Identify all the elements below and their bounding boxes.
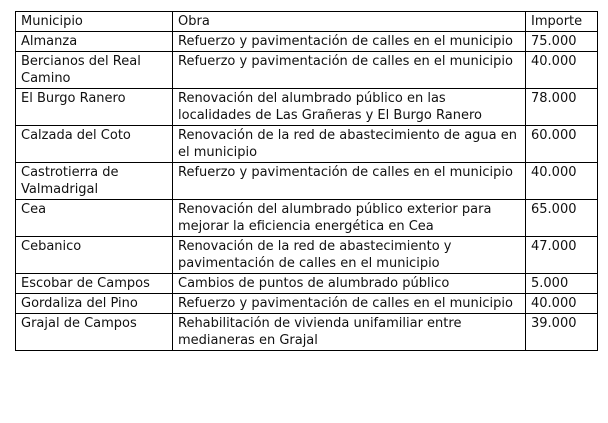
cell-municipio: Almanza [16,32,173,52]
cell-obra: Refuerzo y pavimentación de calles en el municipio [173,52,526,89]
cell-importe: 5.000 [526,274,598,294]
table-row [16,126,598,163]
cell-importe: 40.000 [526,52,598,89]
cell-importe: 39.000 [526,314,598,351]
cell-importe: 40.000 [526,294,598,314]
cell-obra: Renovación de la red de abastecimiento de agua en el municipio [173,126,526,163]
cell-obra: Renovación del alumbrado público exterior para mejorar la eficiencia energética en Cea [173,200,526,237]
cell-obra: Cambios de puntos de alumbrado público [173,274,526,294]
cell-municipio: Grajal de Campos [16,314,173,351]
cell-municipio: Cebanico [16,237,173,274]
header-importe: Importe [526,12,598,32]
cell-municipio: Escobar de Campos [16,274,173,294]
cell-obra: Renovación de la red de abastecimiento y pavimentación de calles en el municipio [173,237,526,274]
cell-obra: Renovación del alumbrado público en las localidades de Las Grañeras y El Burgo Ranero [173,89,526,126]
table-row [16,89,598,126]
cell-importe: 65.000 [526,200,598,237]
cell-municipio: El Burgo Ranero [16,89,173,126]
cell-importe: 78.000 [526,89,598,126]
table-row [16,274,598,294]
cell-importe: 40.000 [526,163,598,200]
table-header-row [16,12,598,32]
table-row [16,314,598,351]
header-municipio: Municipio [16,12,173,32]
table-row [16,163,598,200]
table-row [16,237,598,274]
cell-municipio: Calzada del Coto [16,126,173,163]
cell-obra: Refuerzo y pavimentación de calles en el municipio [173,294,526,314]
cell-obra: Refuerzo y pavimentación de calles en el municipio [173,32,526,52]
obras-table [15,11,598,351]
cell-municipio: Bercianos del Real Camino [16,52,173,89]
table-row [16,52,598,89]
cell-importe: 47.000 [526,237,598,274]
cell-obra: Rehabilitación de vivienda unifamiliar entre medianeras en Grajal [173,314,526,351]
table-row [16,294,598,314]
cell-obra: Refuerzo y pavimentación de calles en el municipio [173,163,526,200]
header-obra: Obra [173,12,526,32]
cell-importe: 60.000 [526,126,598,163]
cell-municipio: Cea [16,200,173,237]
table-row [16,200,598,237]
cell-municipio: Gordaliza del Pino [16,294,173,314]
table-row [16,32,598,52]
cell-importe: 75.000 [526,32,598,52]
cell-municipio: Castrotierra de Valmadrigal [16,163,173,200]
